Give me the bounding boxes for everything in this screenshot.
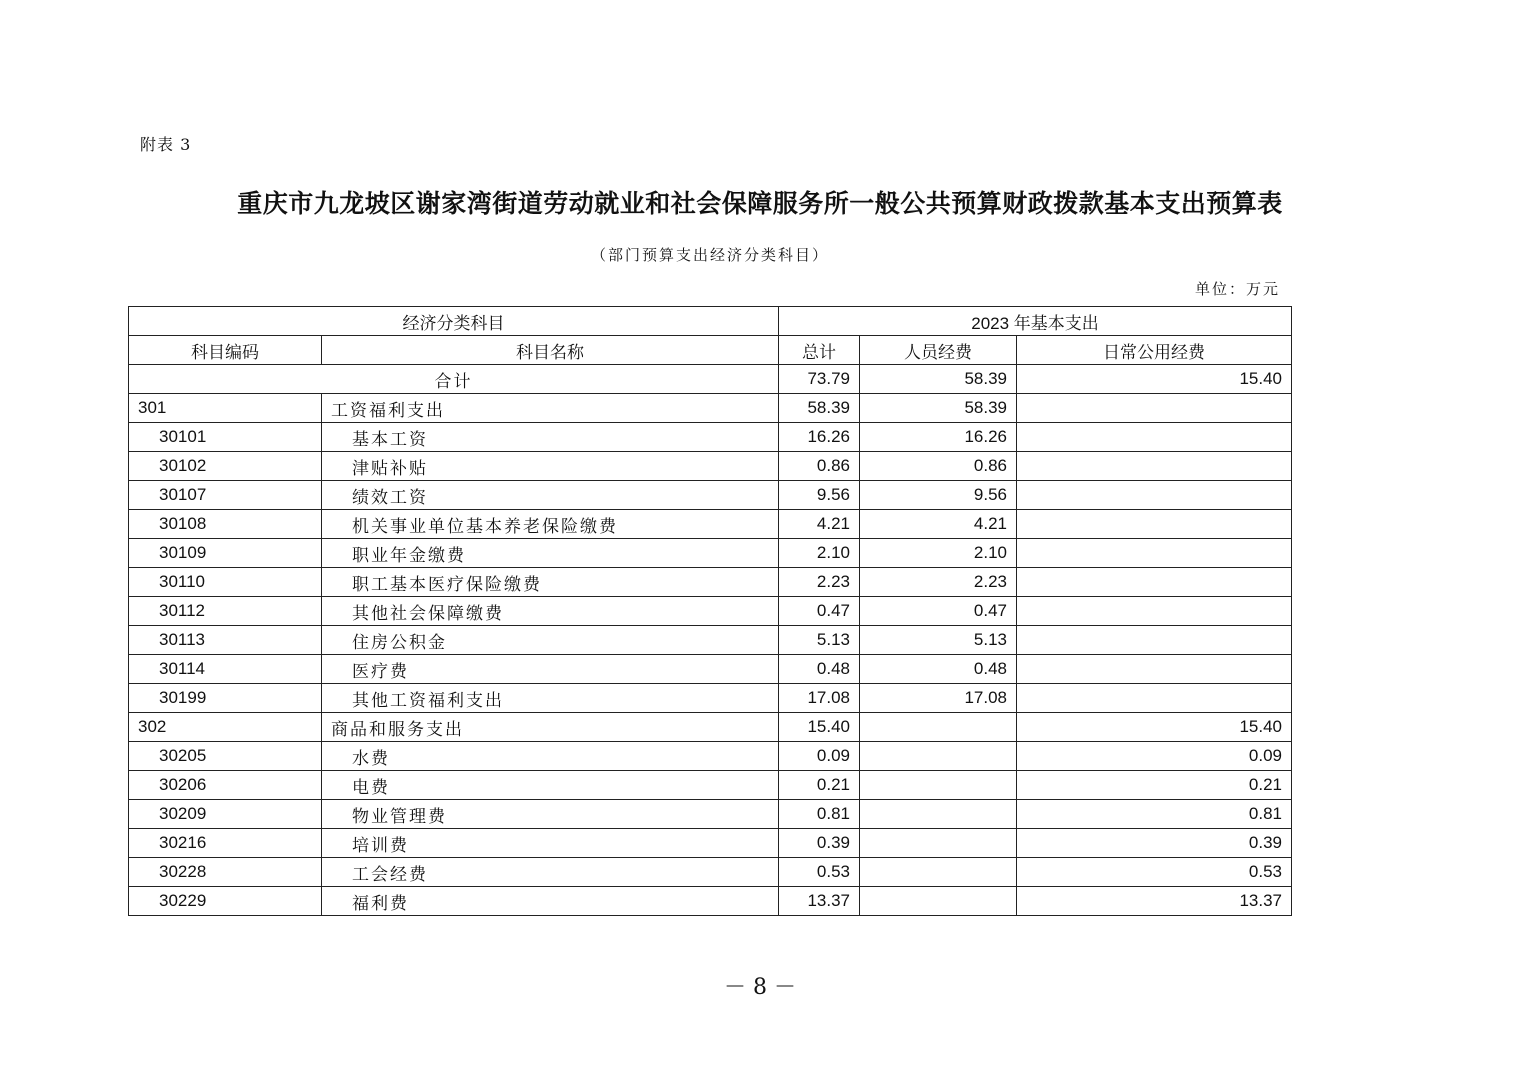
row-public: 0.81 — [1017, 800, 1292, 829]
total-cell-personnel: 58.39 — [860, 365, 1017, 394]
row-name: 机关事业单位基本养老保险缴费 — [322, 510, 779, 539]
unit-label: 单位：万元 — [1194, 280, 1280, 298]
row-total: 0.47 — [779, 597, 860, 626]
row-total: 9.56 — [779, 481, 860, 510]
row-name: 电费 — [322, 771, 779, 800]
row-public: 0.39 — [1017, 829, 1292, 858]
table-row — [129, 597, 1292, 626]
row-total: 0.09 — [779, 742, 860, 771]
row-code: 30229 — [129, 887, 322, 916]
row-code: 30107 — [129, 481, 322, 510]
table-row — [129, 539, 1292, 568]
table-row — [129, 481, 1292, 510]
page-title: 重庆市九龙坡区谢家湾街道劳动就业和社会保障服务所一般公共预算财政拨款基本支出预算表 — [237, 189, 1283, 218]
row-public — [1017, 684, 1292, 713]
row-name: 工会经费 — [322, 858, 779, 887]
total-cell-total: 73.79 — [779, 365, 860, 394]
total-label: 合计 — [129, 365, 779, 394]
table-row — [129, 510, 1292, 539]
row-personnel — [860, 858, 1017, 887]
table-column-header-row — [129, 336, 1292, 365]
table-row — [129, 858, 1292, 887]
row-name: 其他社会保障缴费 — [322, 597, 779, 626]
table-row — [129, 684, 1292, 713]
row-total: 2.23 — [779, 568, 860, 597]
row-personnel: 0.48 — [860, 655, 1017, 684]
row-name: 绩效工资 — [322, 481, 779, 510]
column-header-personnel: 人员经费 — [860, 336, 1017, 365]
row-total: 13.37 — [779, 887, 860, 916]
row-total: 0.81 — [779, 800, 860, 829]
table-row — [129, 568, 1292, 597]
page-number: － 8 － — [724, 975, 796, 1000]
row-personnel: 2.10 — [860, 539, 1017, 568]
row-code: 30109 — [129, 539, 322, 568]
row-name: 工资福利支出 — [322, 394, 779, 423]
row-total: 0.21 — [779, 771, 860, 800]
row-name: 其他工资福利支出 — [322, 684, 779, 713]
row-public — [1017, 423, 1292, 452]
budget-table — [128, 306, 1292, 916]
row-total: 0.39 — [779, 829, 860, 858]
row-code: 30228 — [129, 858, 322, 887]
table-group-header-row — [129, 307, 1292, 336]
row-public — [1017, 394, 1292, 423]
page-subtitle: （部门预算支出经济分类科目） — [590, 246, 829, 264]
row-public — [1017, 568, 1292, 597]
column-header-total: 总计 — [779, 336, 860, 365]
group-header-economic-category: 经济分类科目 — [129, 307, 779, 336]
column-header-public: 日常公用经费 — [1017, 336, 1292, 365]
table-row — [129, 742, 1292, 771]
table-row — [129, 423, 1292, 452]
row-public: 15.40 — [1017, 713, 1292, 742]
row-personnel: 58.39 — [860, 394, 1017, 423]
row-personnel — [860, 829, 1017, 858]
row-code: 30101 — [129, 423, 322, 452]
row-code: 301 — [129, 394, 322, 423]
row-total: 16.26 — [779, 423, 860, 452]
row-name: 水费 — [322, 742, 779, 771]
row-personnel: 9.56 — [860, 481, 1017, 510]
column-header-name: 科目名称 — [322, 336, 779, 365]
row-personnel: 17.08 — [860, 684, 1017, 713]
row-total: 15.40 — [779, 713, 860, 742]
row-name: 商品和服务支出 — [322, 713, 779, 742]
row-total: 4.21 — [779, 510, 860, 539]
row-code: 30108 — [129, 510, 322, 539]
row-public — [1017, 626, 1292, 655]
row-total: 0.86 — [779, 452, 860, 481]
row-public — [1017, 597, 1292, 626]
table-row — [129, 800, 1292, 829]
row-code: 30102 — [129, 452, 322, 481]
row-name: 医疗费 — [322, 655, 779, 684]
row-code: 302 — [129, 713, 322, 742]
table-row — [129, 394, 1292, 423]
row-personnel — [860, 800, 1017, 829]
row-public — [1017, 452, 1292, 481]
row-total: 17.08 — [779, 684, 860, 713]
row-code: 30113 — [129, 626, 322, 655]
total-row — [129, 365, 1292, 394]
row-public: 0.53 — [1017, 858, 1292, 887]
column-header-code: 科目编码 — [129, 336, 322, 365]
row-personnel: 5.13 — [860, 626, 1017, 655]
row-name: 津贴补贴 — [322, 452, 779, 481]
row-public: 13.37 — [1017, 887, 1292, 916]
row-code: 30206 — [129, 771, 322, 800]
row-name: 基本工资 — [322, 423, 779, 452]
row-public: 0.09 — [1017, 742, 1292, 771]
row-personnel: 0.86 — [860, 452, 1017, 481]
total-cell-public: 15.40 — [1017, 365, 1292, 394]
row-code: 30205 — [129, 742, 322, 771]
row-personnel: 2.23 — [860, 568, 1017, 597]
table-row — [129, 626, 1292, 655]
table-row — [129, 771, 1292, 800]
table-row — [129, 655, 1292, 684]
row-name: 福利费 — [322, 887, 779, 916]
row-personnel — [860, 771, 1017, 800]
row-name: 住房公积金 — [322, 626, 779, 655]
row-code: 30112 — [129, 597, 322, 626]
row-public — [1017, 655, 1292, 684]
row-name: 物业管理费 — [322, 800, 779, 829]
row-code: 30209 — [129, 800, 322, 829]
row-total: 58.39 — [779, 394, 860, 423]
row-total: 0.53 — [779, 858, 860, 887]
row-public — [1017, 539, 1292, 568]
row-personnel: 0.47 — [860, 597, 1017, 626]
table-row — [129, 452, 1292, 481]
row-code: 30216 — [129, 829, 322, 858]
table-row — [129, 829, 1292, 858]
row-total: 2.10 — [779, 539, 860, 568]
row-public — [1017, 510, 1292, 539]
row-name: 职工基本医疗保险缴费 — [322, 568, 779, 597]
row-total: 5.13 — [779, 626, 860, 655]
row-code: 30110 — [129, 568, 322, 597]
row-code: 30114 — [129, 655, 322, 684]
group-header-basic-expenditure: 2023 年基本支出 — [779, 307, 1292, 336]
table-row — [129, 887, 1292, 916]
row-name: 职业年金缴费 — [322, 539, 779, 568]
row-personnel — [860, 713, 1017, 742]
row-public: 0.21 — [1017, 771, 1292, 800]
row-name: 培训费 — [322, 829, 779, 858]
row-total: 0.48 — [779, 655, 860, 684]
row-public — [1017, 481, 1292, 510]
row-personnel — [860, 742, 1017, 771]
row-code: 30199 — [129, 684, 322, 713]
table-row — [129, 713, 1292, 742]
attachment-label: 附表 3 — [140, 135, 192, 154]
row-personnel: 16.26 — [860, 423, 1017, 452]
row-personnel — [860, 887, 1017, 916]
row-personnel: 4.21 — [860, 510, 1017, 539]
